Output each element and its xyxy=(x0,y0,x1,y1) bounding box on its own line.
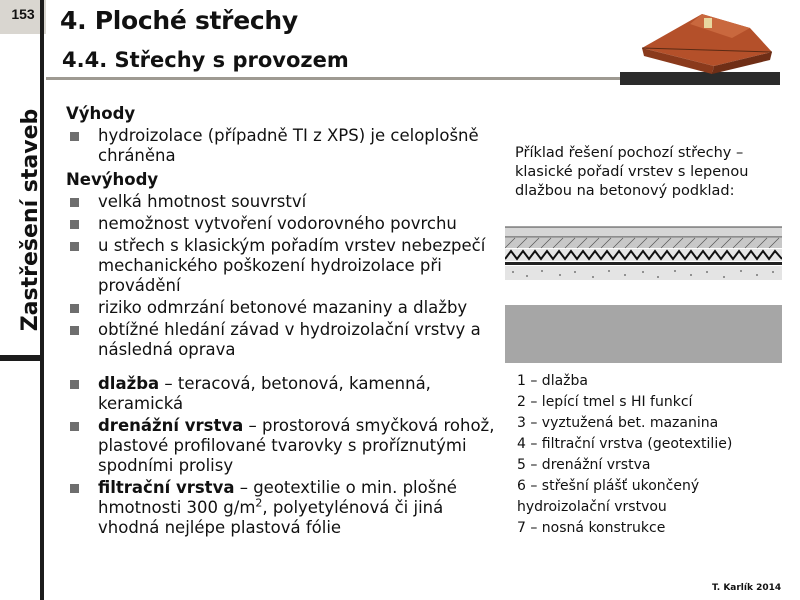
disadvantages-heading: Nevýhody xyxy=(66,170,159,189)
roof-layers-diagram xyxy=(505,225,782,365)
page-title: 4. Ploché střechy xyxy=(60,6,298,35)
disadvantages-list xyxy=(66,192,496,360)
bullet-square-icon xyxy=(70,326,79,335)
list-item: u střech s klasickým pořadím vrstev nebezpečí mechanického poškození hydroizolace při provádění xyxy=(66,236,496,296)
legend-item: 5 – drenážní vrstva xyxy=(517,457,651,473)
legend-item: 3 – vyztužená bet. mazanina xyxy=(517,415,719,431)
layers-legend xyxy=(517,371,787,539)
roof-illustration-icon xyxy=(632,8,782,80)
sidebar-marker xyxy=(0,355,40,361)
list-item: filtrační vrstva – geotextilie o min. plošné hmotnosti 300 $g/m^2$, polyetylénová či jiná vhodná nejlépe plastová fólie xyxy=(66,478,496,538)
list-item: hydroizolace (případně TI z XPS) je celoplošně chráněna xyxy=(66,126,496,166)
bullet-square-icon xyxy=(70,422,79,431)
example-caption: Příklad řešení pochozí střechy – klasické pořadí vrstev s lepenou dlažbou na betonový podklad: xyxy=(515,145,749,199)
bullet-square-icon xyxy=(70,380,79,389)
bullet-square-icon xyxy=(70,484,79,493)
legend-item: 2 – lepící tmel s HI funkcí xyxy=(517,394,693,410)
page-subtitle: 4.4. Střechy s provozem xyxy=(62,48,349,72)
list-item: drenážní vrstva – prostorová smyčková rohož, plastové profilované tvarovky s proříznutými spodními prolisy xyxy=(66,416,496,476)
advantages-list xyxy=(66,126,496,166)
bullet-square-icon xyxy=(70,304,79,313)
content-left xyxy=(66,104,496,540)
section-title-vertical: Zastřešení staveb xyxy=(18,108,43,332)
list-item: dlažba – teracová, betonová, kamenná, keramická xyxy=(66,374,496,414)
list-item: riziko odmrzání betonové mazaniny a dlažby xyxy=(66,298,496,318)
layers-list xyxy=(66,374,496,538)
title-underline xyxy=(46,77,622,80)
advantages-heading: Výhody xyxy=(66,104,136,123)
bullet-square-icon xyxy=(70,242,79,251)
list-item: velká hmotnost souvrství xyxy=(66,192,496,212)
legend-item: 1 – dlažba xyxy=(517,373,588,389)
legend-item: 7 – nosná konstrukce xyxy=(517,520,666,536)
bullet-square-icon xyxy=(70,220,79,229)
bullet-square-icon xyxy=(70,132,79,141)
page-number: 153 xyxy=(0,0,46,34)
list-item: obtížné hledání závad v hydroizolační vrstvy a následná oprava xyxy=(66,320,496,360)
bullet-square-icon xyxy=(70,198,79,207)
sidebar xyxy=(0,0,46,600)
list-item: nemožnost vytvoření vodorovného povrchu xyxy=(66,214,496,234)
legend-item: 4 – filtrační vrstva (geotextilie) xyxy=(517,436,733,452)
footer-author: T. Karlík 2014 xyxy=(712,583,782,593)
legend-item: 6 – střešní plášť ukončený hydroizolační vrstvou xyxy=(517,478,700,515)
